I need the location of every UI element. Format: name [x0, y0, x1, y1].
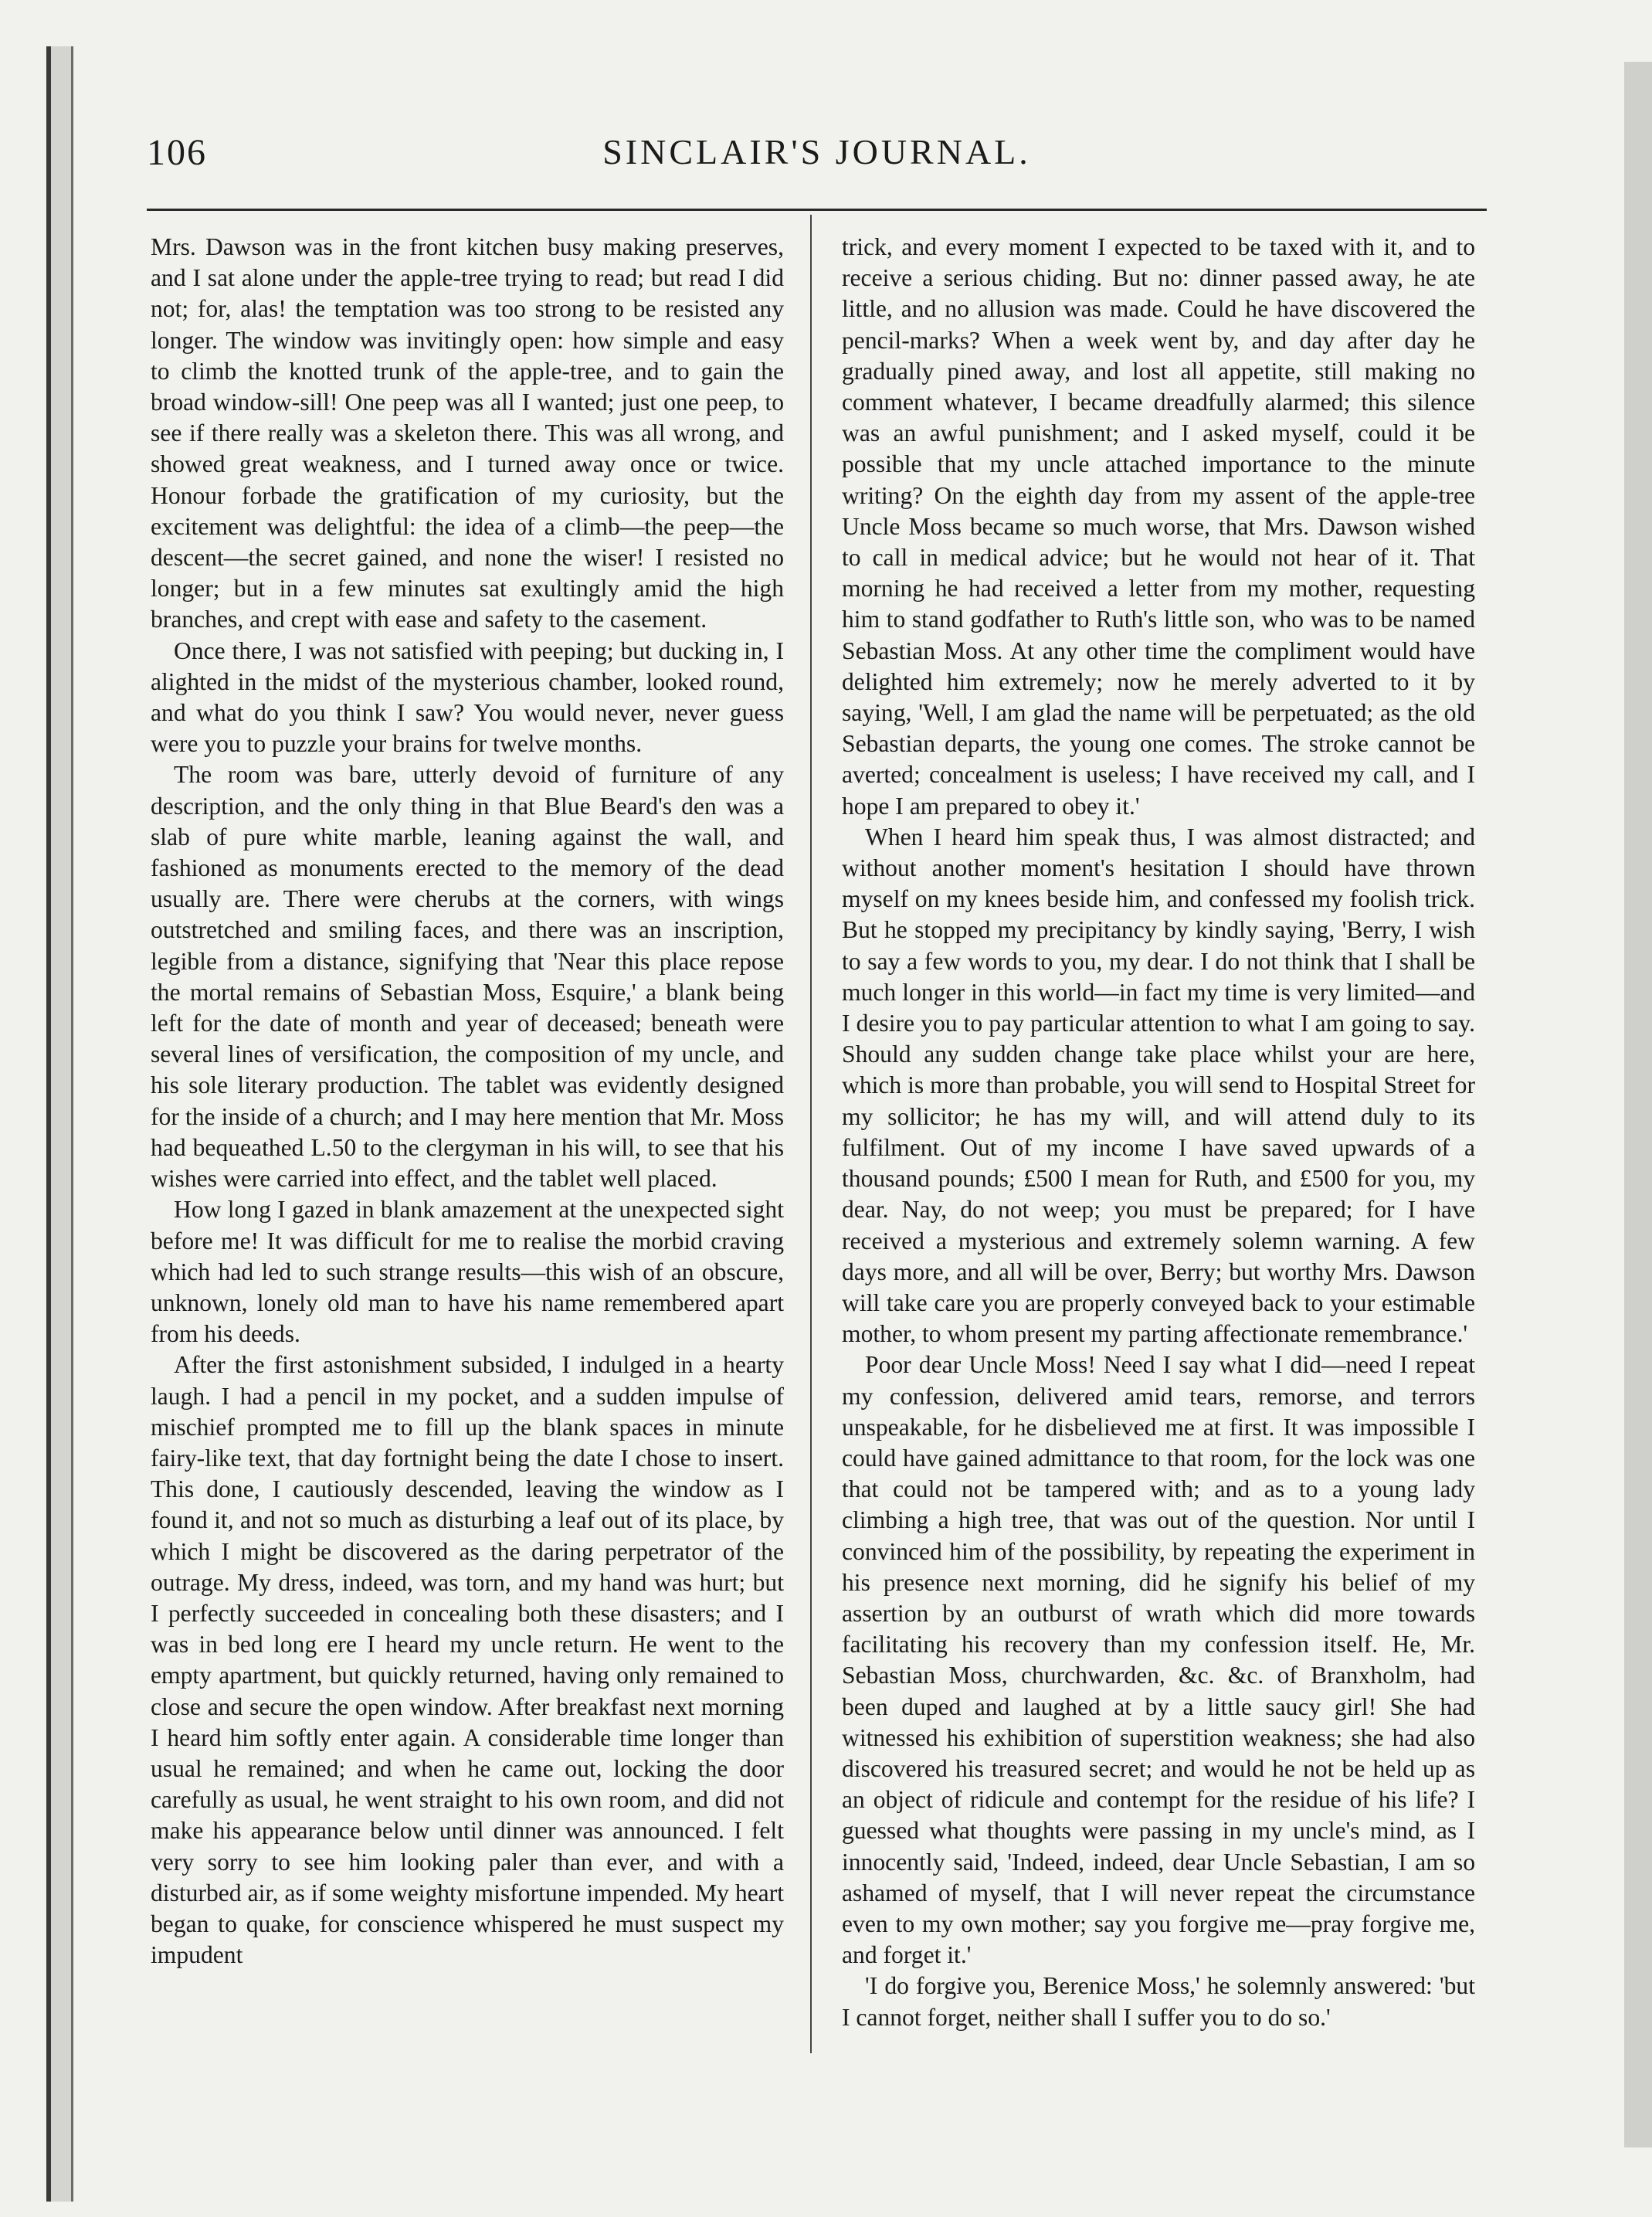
- right-column: [842, 232, 1475, 2047]
- paragraph: Mrs. Dawson was in the front kitchen busy making preserves, and I sat alone under the apple-tree trying to read; but read I did not; for, alas! the temptation was too strong to be resisted any longer. The window was invitingly open: how simple and easy to climb the knotted trunk of the apple-tree, and to gain the broad window-sill! One peep was all I wanted; just one peep, to see if there really was a skeleton there. This was all wrong, and showed great weakness, and I turned away once or twice. Honour forbade the gratification of my curiosity, but the excitement was delightful: the idea of a climb—the peep—the descent—the secret gained, and none the wiser! I resisted no longer; but in a few minutes sat exultingly amid the high branches, and crept with ease and safety to the casement.: [151, 233, 784, 633]
- paragraph: The room was bare, utterly devoid of furniture of any description, and the only thing in that Blue Beard's den was a slab of pure white marble, leaning against the wall, and fashioned as monuments erected to the memory of the dead usually are. There were cherubs at the corners, with wings outstretched and smiling faces, and there was an inscription, legible from a distance, signifying that 'Near this place repose the mortal remains of Sebastian Moss, Esquire,' a blank being left for the date of month and year of deceased; beneath were several lines of versification, the composition of my uncle, and his sole literary production. The tablet was evidently designed for the inside of a church; and I may here mention that Mr. Moss had bequeathed L.50 to the clergyman in his will, to see that his wishes were carried into effect, and the tablet well placed.: [151, 761, 784, 1193]
- paragraph: When I heard him speak thus, I was almost distracted; and without another moment's hesitation I should have thrown myself on my knees beside him, and confessed my foolish trick. But he stopped my precipitancy by kindly saying, 'Berry, I wish to say a few words to you, my dear. I do not think that I shall be much longer in this world—in fact my time is very limited—and I desire you to pay particular attention to what I am going to say. Should any sudden change take place whilst your are here, which is more than probable, you will send to Hospital Street for my sollicitor; he has my will, and will attend duly to its fulfilment. Out of my income I have saved upwards of a thousand pounds; £500 I mean for Ruth, and £500 for you, my dear. Nay, do not weep; you must be prepared; for I have received a mysterious and extremely solemn warning. A few days more, and all will be over, Berry; but worthy Mrs. Dawson will take care you are properly conveyed back to your estimable mother, to whom present my parting affectionate remembrance.': [842, 823, 1475, 1348]
- header-rule: [147, 209, 1487, 211]
- journal-title: SINCLAIR'S JOURNAL.: [602, 132, 1031, 171]
- column-divider: [810, 215, 812, 2053]
- paragraph: Poor dear Uncle Moss! Need I say what I did—need I repeat my confession, delivered amid tears, remorse, and terrors unspeakable, for he disbelieved me at first. It was impossible I could have gained admittance to that room, for the lock was one that could not be tampered with; and as to a young lady climbing a high tree, that was out of the question. Nor until I convinced him of the possibility, by repeating the experiment in his presence next morning, did he signify his belief of my assertion by an outburst of wrath which did more towards facilitating his recovery than my confession itself. He, Mr. Sebastian Moss, churchwarden, &c. &c. of Branxholm, had been duped and laughed at by a little saucy girl! She had witnessed his exhibition of superstition weakness; she had also discovered his treasured secret; and would he not be held up as an object of ridicule and contempt for the residue of his life? I guessed what thoughts were passing in my uncle's mind, as I innocently said, 'Indeed, indeed, dear Uncle Sebastian, I am so ashamed of myself, that I will never repeat the circumstance even to my own mother; say you forgive me—pray forgive me, and forget it.': [842, 1351, 1475, 1969]
- page-number: 106: [147, 132, 207, 173]
- binding-edge: [46, 46, 73, 2202]
- page-edge: [1624, 62, 1652, 2147]
- paragraph: How long I gazed in blank amazement at the unexpected sight before me! It was difficult for me to realise the morbid craving which had led to such strange results—this wish of an obscure, unknown, lonely old man to have his name remembered apart from his deeds.: [151, 1196, 784, 1348]
- paragraph: Once there, I was not satisfied with peeping; but ducking in, I alighted in the midst of the mysterious chamber, looked round, and what do you think I saw? You would never, never guess were you to puzzle your brains for twelve months.: [151, 637, 784, 758]
- paragraph: trick, and every moment I expected to be taxed with it, and to receive a serious chiding. But no: dinner passed away, he ate little, and no allusion was made. Could he have discovered the pencil-marks? When a week went by, and day after day he gradually pined away, and lost all appetite, still making no comment whatever, I became dreadfully alarmed; this silence was an awful punishment; and I asked myself, could it be possible that my uncle attached importance to the minute writing? On the eighth day from my assent of the apple-tree Uncle Moss became so much worse, that Mrs. Dawson wished to call in medical advice; but he would not hear of it. That morning he had received a letter from my mother, requesting him to stand godfather to Ruth's little son, who was to be named Sebastian Moss. At any other time the compliment would have delighted him extremely; now he merely adverted to it by saying, 'Well, I am glad the name will be perpetuated; as the old Sebastian departs, the young one comes. The stroke cannot be averted; concealment is useless; I have received my call, and I hope I am prepared to obey it.': [842, 233, 1475, 820]
- paragraph: 'I do forgive you, Berenice Moss,' he solemnly answered: 'but I cannot forget, neither shall I suffer you to do so.': [842, 1972, 1475, 2031]
- paragraph: After the first astonishment subsided, I indulged in a hearty laugh. I had a pencil in my pocket, and a sudden impulse of mischief prompted me to fill up the blank spaces in minute fairy-like text, that day fortnight being the date I chose to insert. This done, I cautiously descended, leaving the window as I found it, and not so much as disturbing a leaf out of its place, by which I might be discovered as the daring perpetrator of the outrage. My dress, indeed, was torn, and my hand was hurt; but I perfectly succeeded in concealing both these disasters; and I was in bed long ere I heard my uncle return. He went to the empty apartment, but quickly returned, having only remained to close and secure the open window. After breakfast next morning I heard him softly enter again. A considerable time longer than usual he remained; and when he came out, locking the door carefully as usual, he went straight to his own room, and did not make his appearance below until dinner was announced. I felt very sorry to see him looking paler than ever, and with a disturbed air, as if some weighty misfortune impended. My heart began to quake, for conscience whispered he must suspect my impudent: [151, 1351, 784, 1969]
- left-column: [151, 232, 784, 2047]
- running-head: [147, 131, 1487, 178]
